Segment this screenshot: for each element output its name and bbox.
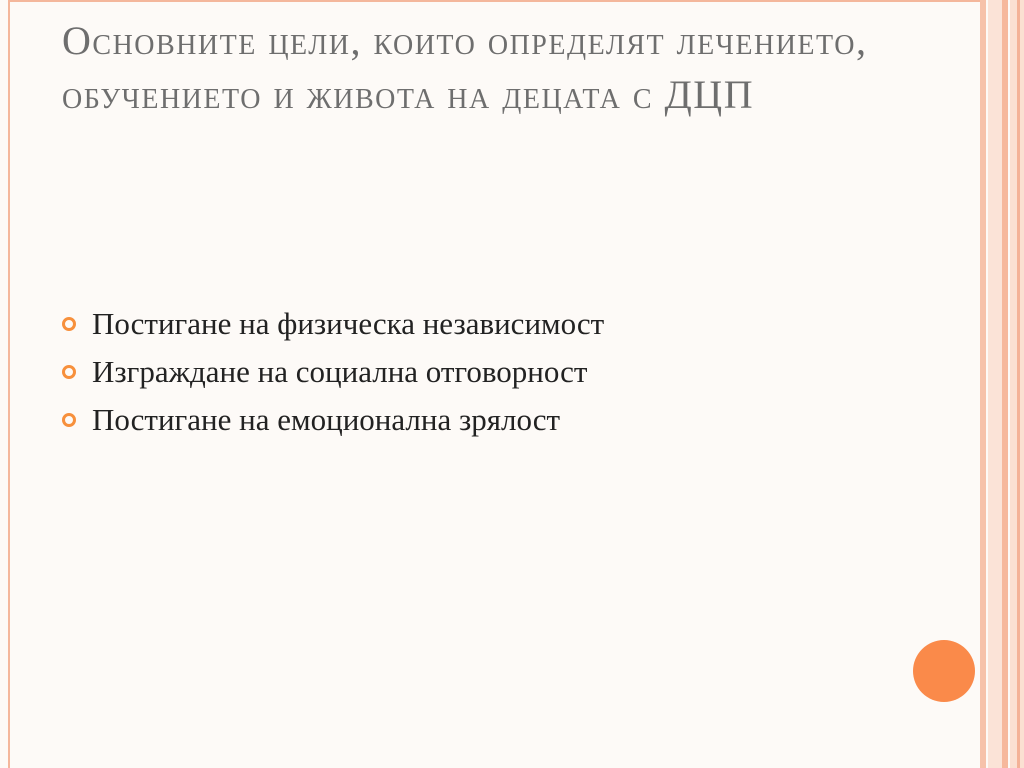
top-frame-line: [8, 0, 986, 2]
right-stripe-2: [988, 0, 1002, 768]
bullet-item: [62, 300, 942, 348]
bullet-list: [62, 300, 942, 444]
right-stripe-5: [1017, 0, 1020, 768]
bullet-text: Постигане на физическа независимост: [92, 306, 605, 341]
left-frame-line: [8, 0, 10, 768]
bullet-item: [62, 396, 942, 444]
slide-title: Основните цели, които определят лечението, обучението и живота на децата с ДЦП: [62, 18, 868, 117]
bullet-ring-icon: [62, 317, 76, 331]
right-stripe-1: [980, 0, 986, 768]
right-stripe-3: [1002, 0, 1008, 768]
bullet-ring-icon: [62, 365, 76, 379]
bullet-text: Изграждане на социална отговорност: [92, 354, 588, 389]
bullet-item: [62, 348, 942, 396]
orange-circle-icon: [913, 640, 975, 702]
bullet-text: Постигане на емоционална зрялост: [92, 402, 561, 437]
bullet-ring-icon: [62, 413, 76, 427]
